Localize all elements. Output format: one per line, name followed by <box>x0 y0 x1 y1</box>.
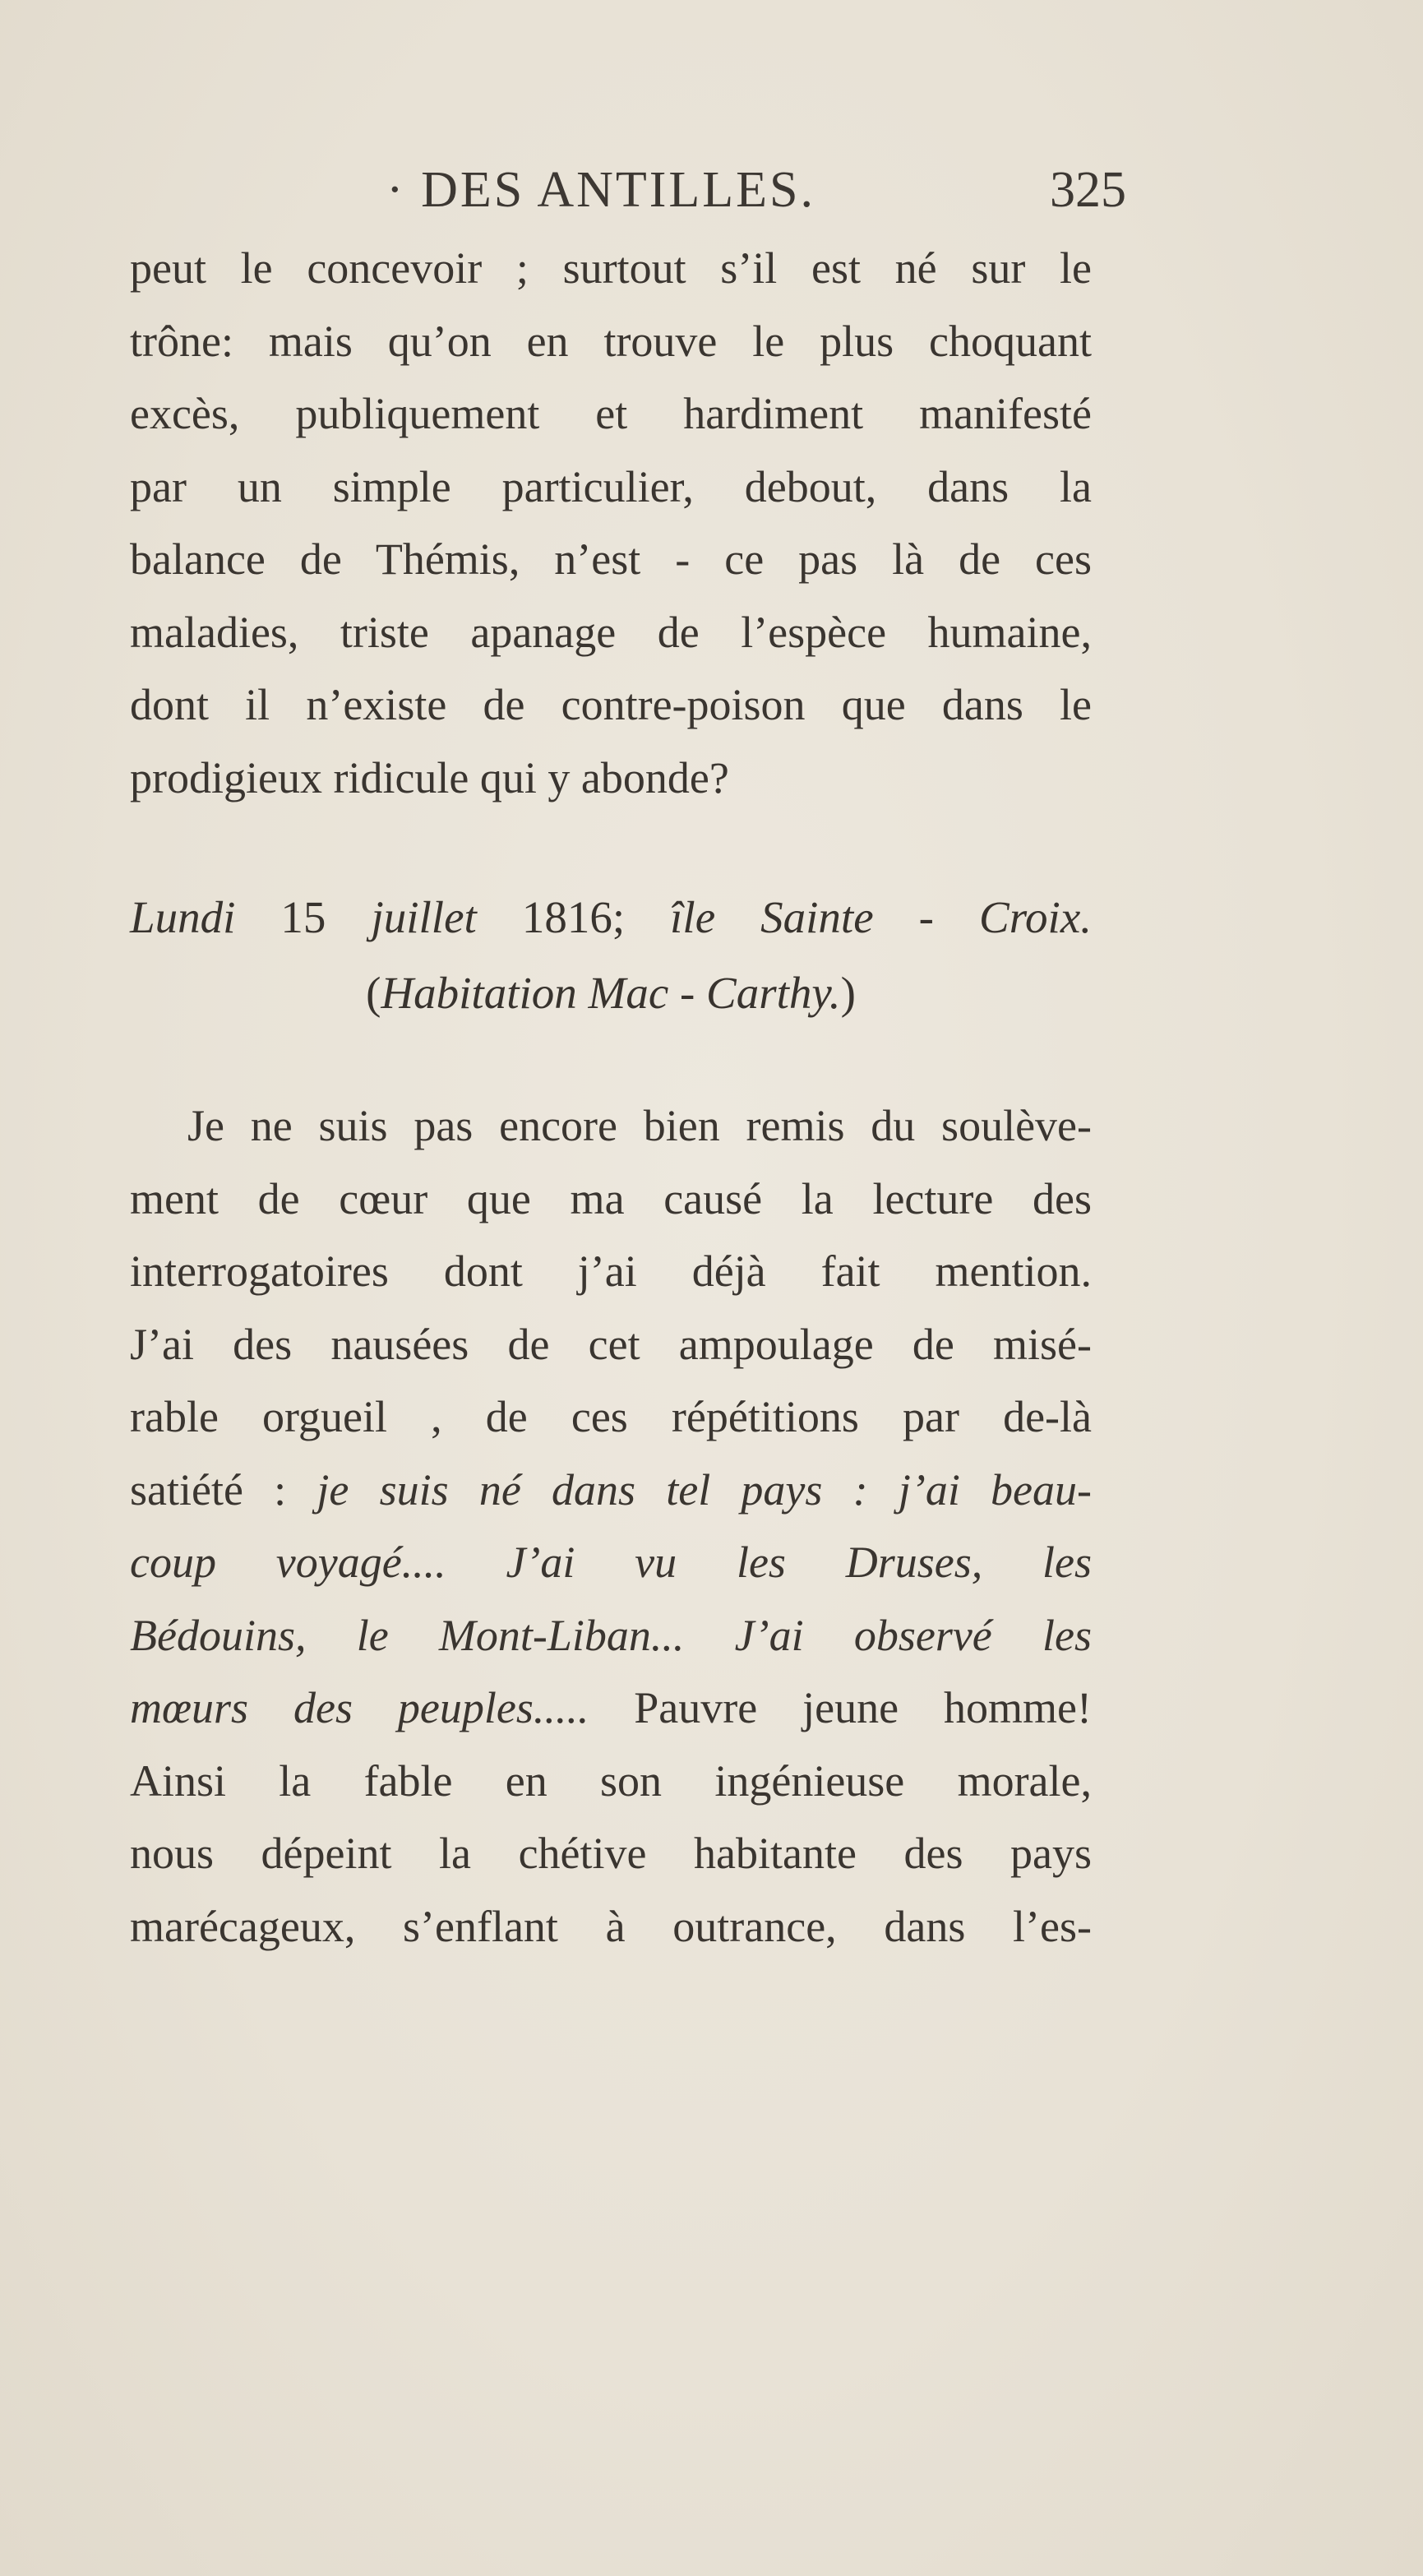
text-line: interrogatoires dont j’ai déjà fait mention. <box>130 1246 1092 1296</box>
text-line: J’ai des nausées de cet ampoulage de misé- <box>130 1319 1092 1369</box>
entry-date-line <box>130 880 1092 955</box>
text-line: rable orgueil , de ces répétitions par de-là <box>130 1392 1092 1441</box>
entry-day: Lundi <box>130 892 236 942</box>
running-title: · DES ANTILLES. <box>386 162 816 218</box>
text-line: nous dépeint la chétive habitante des pays <box>130 1829 1092 1878</box>
text-line <box>130 1454 1092 1527</box>
paragraph-continued <box>130 232 1092 814</box>
paragraph-entry <box>130 1089 1092 1963</box>
text-roman: satiété : <box>130 1464 317 1515</box>
text-line: par un simple particulier, debout, dans la <box>130 461 1092 511</box>
text-roman: Pauvre jeune homme! <box>589 1683 1092 1732</box>
page-number: 325 <box>1050 162 1126 218</box>
open-paren: ( <box>366 968 381 1018</box>
running-head <box>353 161 1126 227</box>
text-line: balance de Thémis, n’est - ce pas là de ces <box>130 534 1092 584</box>
text-line: prodigieux ridicule qui y abonde? <box>130 752 729 802</box>
text-line: Ainsi la fable en son ingénieuse morale, <box>130 1755 1092 1806</box>
text-line: peut le concevoir ; surtout s’il est né sur le <box>130 243 1092 293</box>
text-line: ment de cœur que ma causé la lecture des <box>130 1173 1092 1223</box>
close-paren: ) <box>840 968 856 1018</box>
quoted-italic: mœurs des peuples..... <box>130 1683 589 1732</box>
text-line <box>130 1672 1092 1745</box>
text-line: excès, publiquement et hardiment manifesté <box>130 389 1092 438</box>
diary-entry-heading <box>130 880 1092 1031</box>
text-line: maladies, triste apanage de l’espèce humaine, <box>130 607 1092 657</box>
entry-month: juillet <box>371 892 477 942</box>
quoted-italic: je suis né dans tel pays : j’ai beau- <box>316 1464 1092 1515</box>
text-line: dont il n’existe de contre-poison que dans le <box>130 680 1092 729</box>
text-line: marécageux, s’enflant à outrance, dans l’es- <box>130 1901 1092 1951</box>
quoted-italic-line: coup voyagé.... J’ai vu les Druses, les <box>130 1538 1092 1587</box>
text-line: trône: mais qu’on en trouve le plus choquant <box>130 316 1092 366</box>
entry-estate: Habitation Mac - Carthy. <box>381 968 841 1018</box>
entry-day-number: 15 <box>235 892 372 942</box>
text-line: Je ne suis pas encore bien remis du soulève- <box>187 1101 1092 1150</box>
quoted-italic-line: Bédouins, le Mont-Liban... J’ai observé les <box>130 1610 1092 1660</box>
entry-location-line <box>130 955 1092 1031</box>
entry-year: 1816; <box>476 892 671 942</box>
entry-place: île Sainte - Croix. <box>670 892 1092 942</box>
